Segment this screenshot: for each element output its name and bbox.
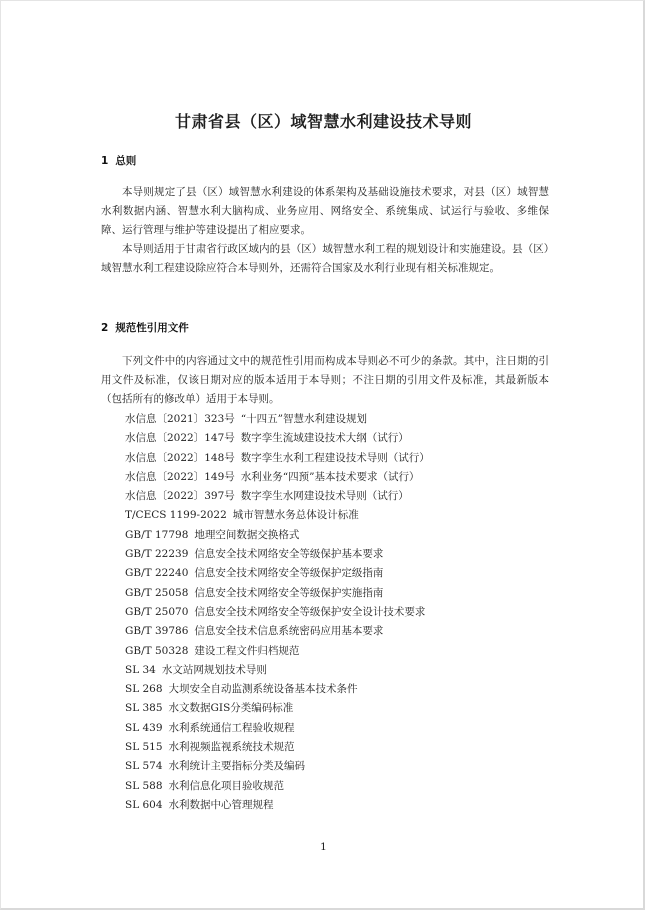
document-title: 甘肃省县（区）域智慧水利建设技术导则 [174, 112, 472, 131]
reference-item [125, 487, 430, 506]
reference-item [125, 699, 430, 718]
reference-code: 水信息〔2022〕397号 [125, 490, 235, 503]
page-number: 1 [320, 841, 327, 853]
reference-code: SL 385 [125, 702, 163, 715]
reference-title: 水利统计主要指标分类及编码 [168, 760, 306, 773]
section-title: 总则 [115, 155, 137, 167]
reference-title: 水利系统通信工程验收规程 [168, 721, 295, 734]
reference-code: 水信息〔2021〕323号 [125, 413, 235, 425]
reference-title: 水利业务“四预”基本技术要求（试行） [240, 470, 420, 483]
reference-item [125, 603, 430, 622]
reference-code: GB/T 25058 [125, 586, 189, 599]
reference-item [125, 449, 430, 468]
reference-code: GB/T 50328 [125, 644, 189, 657]
reference-code: SL 515 [125, 741, 163, 754]
reference-item [125, 564, 430, 583]
reference-code: 水信息〔2022〕147号 [125, 432, 235, 445]
reference-item [125, 680, 430, 699]
reference-item [125, 429, 430, 448]
reference-code: T/CECS 1199-2022 [125, 509, 227, 522]
reference-item [125, 468, 430, 487]
reference-list [125, 410, 430, 815]
reference-title: 水文站网规划技术导则 [161, 663, 267, 676]
reference-item [125, 545, 430, 564]
reference-item [125, 757, 430, 776]
reference-title: 信息安全技术网络安全等级保护定级指南 [194, 567, 384, 580]
reference-code: SL 268 [125, 683, 163, 696]
reference-code: GB/T 17798 [125, 528, 189, 541]
reference-title: 信息安全技术网络安全等级保护基本要求 [194, 548, 384, 561]
reference-item [125, 719, 430, 738]
reference-title: 城市智慧水务总体设计标准 [232, 509, 359, 522]
reference-title: 建设工程文件归档规范 [194, 644, 300, 657]
reference-title: 数字孪生水利工程建设技术导则（试行） [240, 451, 430, 464]
reference-title: 水文数据GIS分类编码标准 [168, 702, 294, 715]
reference-code: SL 604 [125, 798, 163, 811]
reference-title: 水利信息化项目验收规范 [168, 779, 285, 792]
reference-item [125, 796, 430, 815]
reference-item [125, 661, 430, 680]
reference-item [125, 642, 430, 661]
reference-code: GB/T 22240 [125, 567, 189, 580]
reference-item [125, 506, 430, 525]
section-number: 1 [101, 155, 109, 167]
paragraph: 本导则规定了县（区）域智慧水利建设的体系架构及基础设施技术要求，对县（区）域智慧水利数据内涵、智慧水利大脑构成、业务应用、网络安全、系统集成、试运行与验收、多维保障、运行管理与维护等建设提出了相应要求。 [101, 186, 549, 236]
reference-title: 大坝安全自动监测系统设备基本技术条件 [168, 683, 358, 696]
reference-item [125, 526, 430, 545]
reference-title: 信息安全技术网络安全等级保护安全设计技术要求 [194, 605, 426, 618]
reference-title: 水利视频监视系统技术规范 [168, 741, 295, 754]
reference-title: 水利数据中心管理规程 [168, 798, 274, 811]
paragraph: 下列文件中的内容通过文中的规范性引用而构成本导则必不可少的条款。其中，注日期的引用文件及标准，仅该日期对应的版本适用于本导则；不注日期的引用文件及标准，其最新版本（包括所有的修改单）适用于本导则。 [101, 355, 549, 405]
reference-code: GB/T 25070 [125, 605, 189, 618]
paragraph: 本导则适用于甘肃省行政区域内的县（区）域智慧水利工程的规划设计和实施建设。县（区）域智慧水利工程建设除应符合本导则外，还需符合国家及水利行业现有相关标准规定。 [101, 243, 549, 274]
reference-title: 数字孪生水网建设技术导则（试行） [240, 490, 409, 503]
reference-code: SL 34 [125, 663, 156, 676]
section-number: 2 [101, 322, 109, 334]
reference-code: SL 574 [125, 760, 163, 773]
reference-code: SL 588 [125, 779, 163, 792]
reference-code: SL 439 [125, 721, 163, 734]
reference-code: GB/T 39786 [125, 625, 189, 638]
section-heading-general [101, 153, 136, 168]
reference-item [125, 410, 430, 429]
reference-title: 信息安全技术网络安全等级保护实施指南 [194, 586, 384, 599]
reference-code: GB/T 22239 [125, 548, 189, 561]
reference-item [125, 738, 430, 757]
reference-item [125, 584, 430, 603]
reference-title: “十四五”智慧水利建设规划 [240, 413, 368, 425]
reference-item [125, 622, 430, 641]
section-title: 规范性引用文件 [115, 322, 189, 334]
reference-title: 信息安全技术信息系统密码应用基本要求 [194, 625, 384, 638]
reference-code: 水信息〔2022〕149号 [125, 470, 235, 483]
reference-title: 数字孪生流域建设技术大纲（试行） [240, 432, 409, 445]
reference-item [125, 777, 430, 796]
reference-code: 水信息〔2022〕148号 [125, 451, 235, 464]
reference-title: 地理空间数据交换格式 [194, 528, 300, 541]
section-heading-normative-references [101, 320, 189, 335]
